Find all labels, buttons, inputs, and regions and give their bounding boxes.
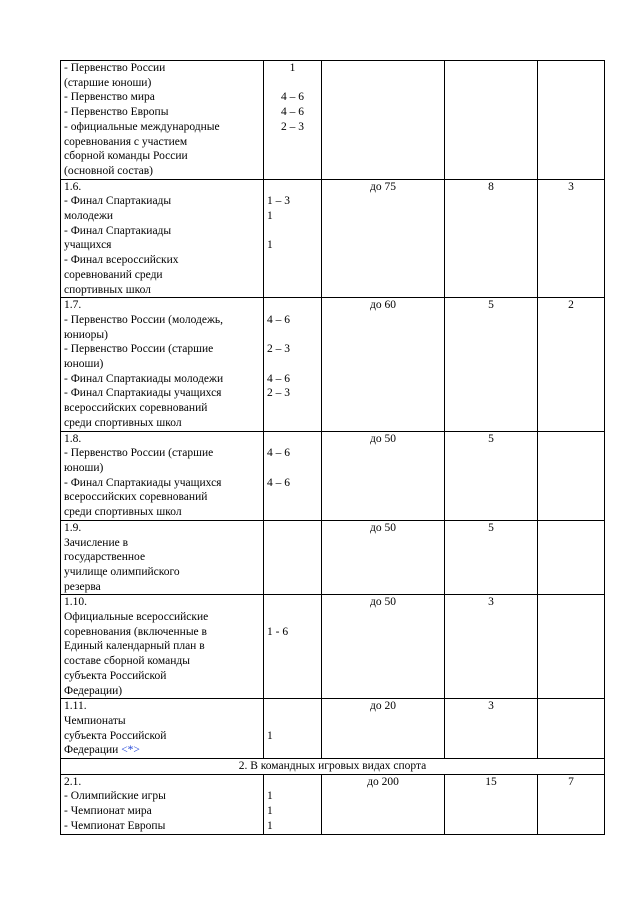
table-row — [61, 595, 605, 699]
place-line: 2 – 3 — [281, 120, 304, 133]
competition-cell — [61, 61, 264, 180]
place-cell — [264, 595, 322, 699]
place-line — [267, 432, 318, 447]
competition-line: сборной команды России — [64, 150, 188, 163]
competition-cell — [61, 774, 264, 834]
competition-line: 1.8. — [64, 432, 82, 445]
place-line — [267, 298, 318, 313]
place-line: 1 – 3 — [267, 195, 290, 208]
value-cell: 3 — [445, 699, 538, 759]
competition-line — [64, 743, 260, 758]
place-line — [267, 180, 318, 195]
competition-line: - Финал Спартакиады учащихся — [64, 387, 222, 400]
points-cell: до 50 — [322, 431, 445, 520]
value-cell: 5 — [445, 431, 538, 520]
table-body — [61, 61, 605, 835]
competition-cell — [61, 298, 264, 431]
place-cell — [264, 61, 322, 180]
value-cell: 3 — [445, 595, 538, 699]
value-cell — [445, 61, 538, 180]
extra-cell — [538, 520, 605, 595]
place-line: 4 – 6 — [267, 476, 290, 489]
extra-cell — [538, 431, 605, 520]
competition-line: субъекта Российской — [64, 669, 167, 682]
place-line: 1 — [267, 790, 273, 803]
value-cell: 15 — [445, 774, 538, 834]
competition-line: - Первенство Европы — [64, 106, 169, 119]
table-row — [61, 520, 605, 595]
competition-cell — [61, 595, 264, 699]
place-line — [267, 76, 318, 91]
table-row — [61, 774, 605, 834]
competition-line: - Финал Спартакиады — [64, 224, 172, 237]
competition-line: юноши) — [64, 358, 104, 371]
place-line: 1 — [289, 62, 296, 74]
place-cell — [264, 520, 322, 595]
table-row — [61, 431, 605, 520]
competition-line: соревнования (включенные в — [64, 625, 207, 638]
competition-cell — [61, 520, 264, 595]
place-line — [267, 328, 318, 343]
points-cell — [322, 61, 445, 180]
table-row — [61, 699, 605, 759]
competition-cell — [61, 699, 264, 759]
table-row — [61, 298, 605, 431]
place-line: 4 – 6 — [267, 313, 290, 326]
points-cell: до 75 — [322, 179, 445, 298]
place-cell — [264, 179, 322, 298]
points-cell: до 50 — [322, 520, 445, 595]
competition-line: 1.11. — [64, 700, 87, 713]
standards-table — [60, 60, 605, 835]
extra-cell — [538, 595, 605, 699]
section-title: 2. В командных игровых видах спорта — [61, 759, 605, 775]
competition-line: государственное — [64, 551, 146, 564]
competition-line: спортивных школ — [64, 283, 151, 296]
points-cell: до 20 — [322, 699, 445, 759]
competition-line: - Финал всероссийских — [64, 254, 179, 267]
competition-line: - Первенство мира — [64, 91, 155, 104]
place-cell — [264, 431, 322, 520]
competition-line: - официальные международные — [64, 120, 220, 133]
competition-line: Чемпионаты — [64, 714, 126, 727]
competition-line: соревнования с участием — [64, 135, 188, 148]
competition-line: среди спортивных школ — [64, 506, 182, 519]
competition-line: 1.6. — [64, 180, 82, 193]
place-line — [267, 595, 318, 610]
place-cell — [264, 298, 322, 431]
competition-line: резерва — [64, 580, 101, 593]
competition-line: 1.7. — [64, 299, 82, 312]
place-line: 2 – 3 — [267, 343, 290, 356]
competition-line: Федерации) — [64, 684, 123, 697]
place-cell — [264, 699, 322, 759]
competition-line: составе сборной команды — [64, 655, 190, 668]
table-row — [61, 179, 605, 298]
competition-line: Зачисление в — [64, 536, 129, 549]
competition-line: - Финал Спартакиады — [64, 195, 172, 208]
place-line: 1 — [267, 210, 273, 223]
competition-line: юноши) — [64, 461, 104, 474]
place-line — [267, 610, 318, 625]
place-line — [267, 775, 318, 790]
place-line: 1 — [267, 805, 273, 818]
competition-line: учащихся — [64, 239, 112, 252]
points-cell: до 60 — [322, 298, 445, 431]
place-line: 4 – 6 — [267, 447, 290, 460]
place-cell — [264, 774, 322, 834]
place-line: 4 – 6 — [281, 106, 304, 119]
value-cell: 5 — [445, 298, 538, 431]
place-line: 4 – 6 — [281, 91, 304, 104]
competition-line: - Первенство России (молодежь, — [64, 313, 224, 326]
competition-line: - Первенство России (старшие — [64, 447, 214, 460]
extra-cell: 2 — [538, 298, 605, 431]
competition-line: всероссийских соревнований — [64, 491, 208, 504]
place-line — [267, 714, 318, 729]
place-line: 1 — [267, 729, 273, 742]
competition-line: - Чемпионат мира — [64, 805, 152, 818]
place-line — [267, 461, 318, 476]
competition-line: - Олимпийские игры — [64, 790, 166, 803]
points-cell: до 200 — [322, 774, 445, 834]
competition-line: (старшие юноши) — [64, 76, 152, 89]
value-cell: 8 — [445, 179, 538, 298]
competition-line: - Первенство России (старшие — [64, 343, 214, 356]
competition-cell — [61, 431, 264, 520]
value-cell: 5 — [445, 520, 538, 595]
competition-line: молодежи — [64, 210, 114, 223]
competition-line: субъекта Российской — [64, 729, 167, 742]
competition-line: соревнований среди — [64, 268, 163, 281]
table-row — [61, 61, 605, 180]
competition-line: (основной состав) — [64, 164, 154, 177]
extra-cell: 3 — [538, 179, 605, 298]
competition-line: всероссийских соревнований — [64, 402, 208, 415]
competition-line: Официальные всероссийские — [64, 611, 209, 624]
competition-line: юниоры) — [64, 328, 108, 341]
footnote-link[interactable]: <*> — [121, 744, 140, 757]
place-line: 1 - 6 — [267, 625, 289, 638]
competition-line: - Чемпионат Европы — [64, 819, 166, 832]
competition-line: 1.9. — [64, 521, 82, 534]
competition-line: - Финал Спартакиады учащихся — [64, 476, 222, 489]
extra-cell — [538, 61, 605, 180]
place-line: 4 – 6 — [267, 372, 290, 385]
extra-cell — [538, 699, 605, 759]
competition-line-text: Федерации — [64, 744, 119, 757]
competition-line: 2.1. — [64, 775, 82, 788]
competition-cell — [61, 179, 264, 298]
points-cell: до 50 — [322, 595, 445, 699]
competition-line: среди спортивных школ — [64, 416, 182, 429]
section-header-row — [61, 759, 605, 775]
competition-line: Единый календарный план в — [64, 640, 205, 653]
extra-cell: 7 — [538, 774, 605, 834]
place-line: 2 – 3 — [267, 387, 290, 400]
competition-line: училище олимпийского — [64, 565, 180, 578]
place-line: 1 — [267, 819, 273, 832]
place-line — [267, 357, 318, 372]
competition-line: - Первенство России — [64, 62, 166, 74]
place-line: 1 — [267, 239, 273, 252]
place-line — [267, 699, 318, 714]
competition-line: 1.10. — [64, 596, 87, 609]
place-line — [267, 224, 318, 239]
competition-line: - Финал Спартакиады молодежи — [64, 372, 224, 385]
